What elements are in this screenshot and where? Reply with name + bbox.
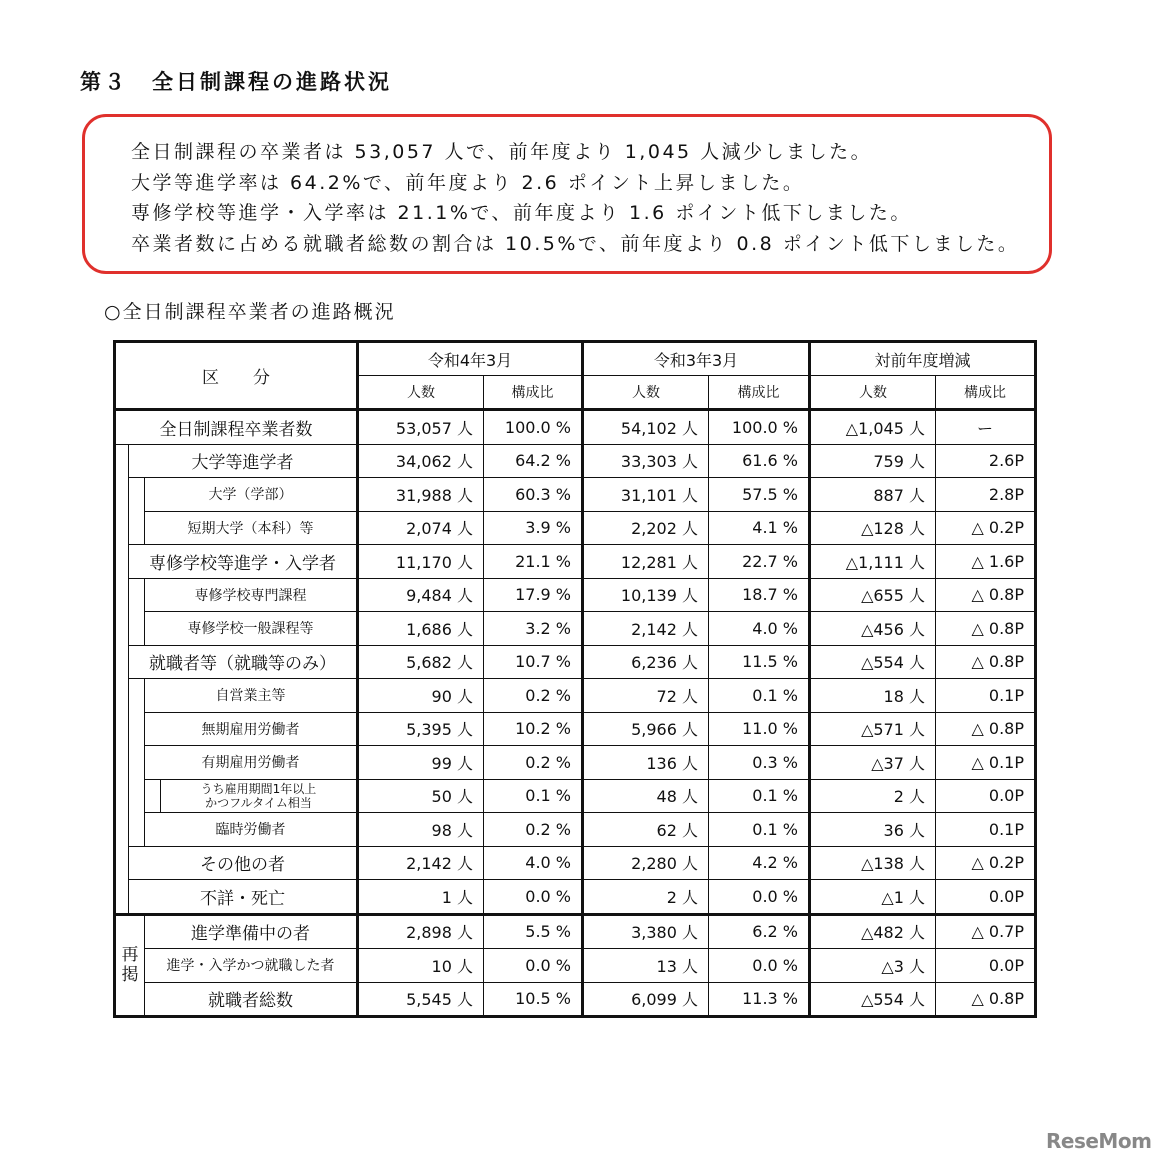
- table-row: [115, 612, 1036, 646]
- cell: 10,139 人: [583, 578, 709, 612]
- cell: 759 人: [810, 444, 936, 478]
- cell: 22.7 %: [709, 545, 810, 579]
- cell: 2,142 人: [583, 612, 709, 646]
- row-label: 自営業主等: [145, 679, 358, 713]
- cell: 0.1 %: [709, 779, 810, 813]
- cell: 61.6 %: [709, 444, 810, 478]
- cell: △ 1.6P: [936, 545, 1036, 579]
- resemom-logo: ReseMom: [1046, 1129, 1152, 1153]
- cell: 54,102 人: [583, 410, 709, 445]
- cell: 136 人: [583, 746, 709, 780]
- saikei-label: 再 掲: [115, 914, 145, 1017]
- table-row: [115, 578, 1036, 612]
- subheader: 人数: [358, 376, 484, 410]
- cell: 98 人: [358, 813, 484, 847]
- table-row: [115, 511, 1036, 545]
- row-label: 進学準備中の者: [145, 914, 358, 949]
- table-row: [115, 444, 1036, 478]
- cell: 5.5 %: [484, 914, 583, 949]
- cell: 11.5 %: [709, 645, 810, 679]
- cell: △1,045 人: [810, 410, 936, 445]
- cell: △ 0.2P: [936, 846, 1036, 880]
- cell: 99 人: [358, 746, 484, 780]
- cell: △1 人: [810, 880, 936, 915]
- cell: 0.0 %: [484, 949, 583, 983]
- cell: 887 人: [810, 478, 936, 512]
- cell: △37 人: [810, 746, 936, 780]
- table-row: [115, 846, 1036, 880]
- cell: 64.2 %: [484, 444, 583, 478]
- cell: 10.2 %: [484, 712, 583, 746]
- table-row: [115, 746, 1036, 780]
- cell: △138 人: [810, 846, 936, 880]
- cell: 3,380 人: [583, 914, 709, 949]
- cell: 2,898 人: [358, 914, 484, 949]
- cell: 2.6P: [936, 444, 1036, 478]
- cell: 0.0 %: [484, 880, 583, 915]
- cell: 2 人: [810, 779, 936, 813]
- table-row: [115, 813, 1036, 847]
- cell: 0.1P: [936, 679, 1036, 713]
- cell: 0.1 %: [709, 679, 810, 713]
- table-title: ○全日制課程卒業者の進路概況: [104, 301, 396, 323]
- table-row: [115, 949, 1036, 983]
- cell: 72 人: [583, 679, 709, 713]
- cell: 90 人: [358, 679, 484, 713]
- cell: 60.3 %: [484, 478, 583, 512]
- cell: 57.5 %: [709, 478, 810, 512]
- cell: 100.0 %: [709, 410, 810, 445]
- cell: 31,988 人: [358, 478, 484, 512]
- cell: 2 人: [583, 880, 709, 915]
- cell: 48 人: [583, 779, 709, 813]
- summary-line: 専修学校等進学・入学率は 21.1%で、前年度より 1.6 ポイント低下しました。: [131, 202, 912, 224]
- cell: △554 人: [810, 982, 936, 1017]
- cell: 2,142 人: [358, 846, 484, 880]
- row-label: 短期大学（本科）等: [145, 511, 358, 545]
- row-label: 大学等進学者: [129, 444, 358, 478]
- cell: 11,170 人: [358, 545, 484, 579]
- cell: 33,303 人: [583, 444, 709, 478]
- cell: 5,682 人: [358, 645, 484, 679]
- row-label: その他の者: [129, 846, 358, 880]
- table-row: [115, 880, 1036, 915]
- row-label: 臨時労働者: [145, 813, 358, 847]
- cell: 31,101 人: [583, 478, 709, 512]
- cell: △128 人: [810, 511, 936, 545]
- cell: 18.7 %: [709, 578, 810, 612]
- cell: 2.8P: [936, 478, 1036, 512]
- cell: 0.0 %: [709, 949, 810, 983]
- subheader: 構成比: [936, 376, 1036, 410]
- cell: △ 0.8P: [936, 578, 1036, 612]
- row-label: 大学（学部）: [145, 478, 358, 512]
- cell: 4.2 %: [709, 846, 810, 880]
- cell: 11.0 %: [709, 712, 810, 746]
- cell: 3.9 %: [484, 511, 583, 545]
- cell: 10.5 %: [484, 982, 583, 1017]
- cell: △ 0.8P: [936, 712, 1036, 746]
- table-row: [115, 478, 1036, 512]
- cell: 6,099 人: [583, 982, 709, 1017]
- row-label: 就職者総数: [145, 982, 358, 1017]
- cell: 0.0P: [936, 779, 1036, 813]
- group-header-r4: 令和4年3月: [358, 342, 583, 376]
- row-label: 専修学校等進学・入学者: [129, 545, 358, 579]
- page-title: 第３ 全日制課程の進路状況: [80, 70, 392, 94]
- indent-spacer: [129, 679, 145, 847]
- row-label: うち雇用期間1年以上 かつフルタイム相当: [161, 779, 358, 813]
- career-table: [113, 340, 1037, 1018]
- table-row: [115, 712, 1036, 746]
- cell: △3 人: [810, 949, 936, 983]
- cell: △456 人: [810, 612, 936, 646]
- cell: 34,062 人: [358, 444, 484, 478]
- cell: 0.0P: [936, 949, 1036, 983]
- cell: 5,545 人: [358, 982, 484, 1017]
- cell: △ 0.8P: [936, 645, 1036, 679]
- cell: △ 0.7P: [936, 914, 1036, 949]
- indent-spacer: [145, 779, 161, 813]
- cell: 3.2 %: [484, 612, 583, 646]
- subheader: 人数: [583, 376, 709, 410]
- cell: △571 人: [810, 712, 936, 746]
- group-header-r3: 令和3年3月: [583, 342, 810, 376]
- row-label: 進学・入学かつ就職した者: [145, 949, 358, 983]
- summary-line: 大学等進学率は 64.2%で、前年度より 2.6 ポイント上昇しました。: [131, 171, 805, 194]
- summary-line: 全日制課程の卒業者は 53,057 人で、前年度より 1,045 人減少しました。: [131, 141, 873, 163]
- cell: 5,395 人: [358, 712, 484, 746]
- cell: 2,280 人: [583, 846, 709, 880]
- cell: 50 人: [358, 779, 484, 813]
- cell: 18 人: [810, 679, 936, 713]
- table-row: [115, 679, 1036, 713]
- row-label: 無期雇用労働者: [145, 712, 358, 746]
- cell: 4.1 %: [709, 511, 810, 545]
- row-label: 専修学校一般課程等: [145, 612, 358, 646]
- table-row: [115, 410, 1036, 445]
- indent-spacer: [129, 578, 145, 645]
- row-label: 専修学校専門課程: [145, 578, 358, 612]
- cell: 0.2 %: [484, 813, 583, 847]
- cell: 0.1 %: [709, 813, 810, 847]
- cell: ー: [936, 410, 1036, 445]
- cell: 0.0P: [936, 880, 1036, 915]
- cell: 0.1 %: [484, 779, 583, 813]
- summary-box: [82, 114, 1052, 274]
- cell: 2,202 人: [583, 511, 709, 545]
- cell: 1,686 人: [358, 612, 484, 646]
- table-row: [115, 545, 1036, 579]
- cell: 36 人: [810, 813, 936, 847]
- row-label: 不詳・死亡: [129, 880, 358, 915]
- cell: 21.1 %: [484, 545, 583, 579]
- table-row: [115, 779, 1036, 813]
- table-row: [115, 982, 1036, 1017]
- cell: 6,236 人: [583, 645, 709, 679]
- row-label: 全日制課程卒業者数: [115, 410, 358, 445]
- cell: 4.0 %: [484, 846, 583, 880]
- cell: △ 0.8P: [936, 612, 1036, 646]
- indent-spacer: [129, 478, 145, 545]
- row-label: 有期雇用労働者: [145, 746, 358, 780]
- cell: 0.2 %: [484, 679, 583, 713]
- cell: 11.3 %: [709, 982, 810, 1017]
- category-header: 区 分: [115, 342, 358, 410]
- cell: △655 人: [810, 578, 936, 612]
- cell: 12,281 人: [583, 545, 709, 579]
- subheader: 人数: [810, 376, 936, 410]
- cell: 100.0 %: [484, 410, 583, 445]
- table-row: [115, 914, 1036, 949]
- cell: 10.7 %: [484, 645, 583, 679]
- cell: △ 0.8P: [936, 982, 1036, 1017]
- group-header-diff: 対前年度増減: [810, 342, 1036, 376]
- row-label: 就職者等（就職等のみ）: [129, 645, 358, 679]
- cell: 9,484 人: [358, 578, 484, 612]
- cell: 0.3 %: [709, 746, 810, 780]
- cell: 13 人: [583, 949, 709, 983]
- cell: 10 人: [358, 949, 484, 983]
- cell: 2,074 人: [358, 511, 484, 545]
- cell: △ 0.2P: [936, 511, 1036, 545]
- cell: 6.2 %: [709, 914, 810, 949]
- cell: 62 人: [583, 813, 709, 847]
- subheader: 構成比: [484, 376, 583, 410]
- cell: 0.1P: [936, 813, 1036, 847]
- cell: 53,057 人: [358, 410, 484, 445]
- summary-line: 卒業者数に占める就職者総数の割合は 10.5%で、前年度より 0.8 ポイント低下しました。: [131, 232, 1020, 255]
- cell: 0.0 %: [709, 880, 810, 915]
- cell: 17.9 %: [484, 578, 583, 612]
- cell: 0.2 %: [484, 746, 583, 780]
- indent-spacer: [115, 444, 129, 914]
- cell: △ 0.1P: [936, 746, 1036, 780]
- cell: △554 人: [810, 645, 936, 679]
- cell: 5,966 人: [583, 712, 709, 746]
- cell: △482 人: [810, 914, 936, 949]
- subheader: 構成比: [709, 376, 810, 410]
- cell: 1 人: [358, 880, 484, 915]
- cell: △1,111 人: [810, 545, 936, 579]
- table-row: [115, 645, 1036, 679]
- cell: 4.0 %: [709, 612, 810, 646]
